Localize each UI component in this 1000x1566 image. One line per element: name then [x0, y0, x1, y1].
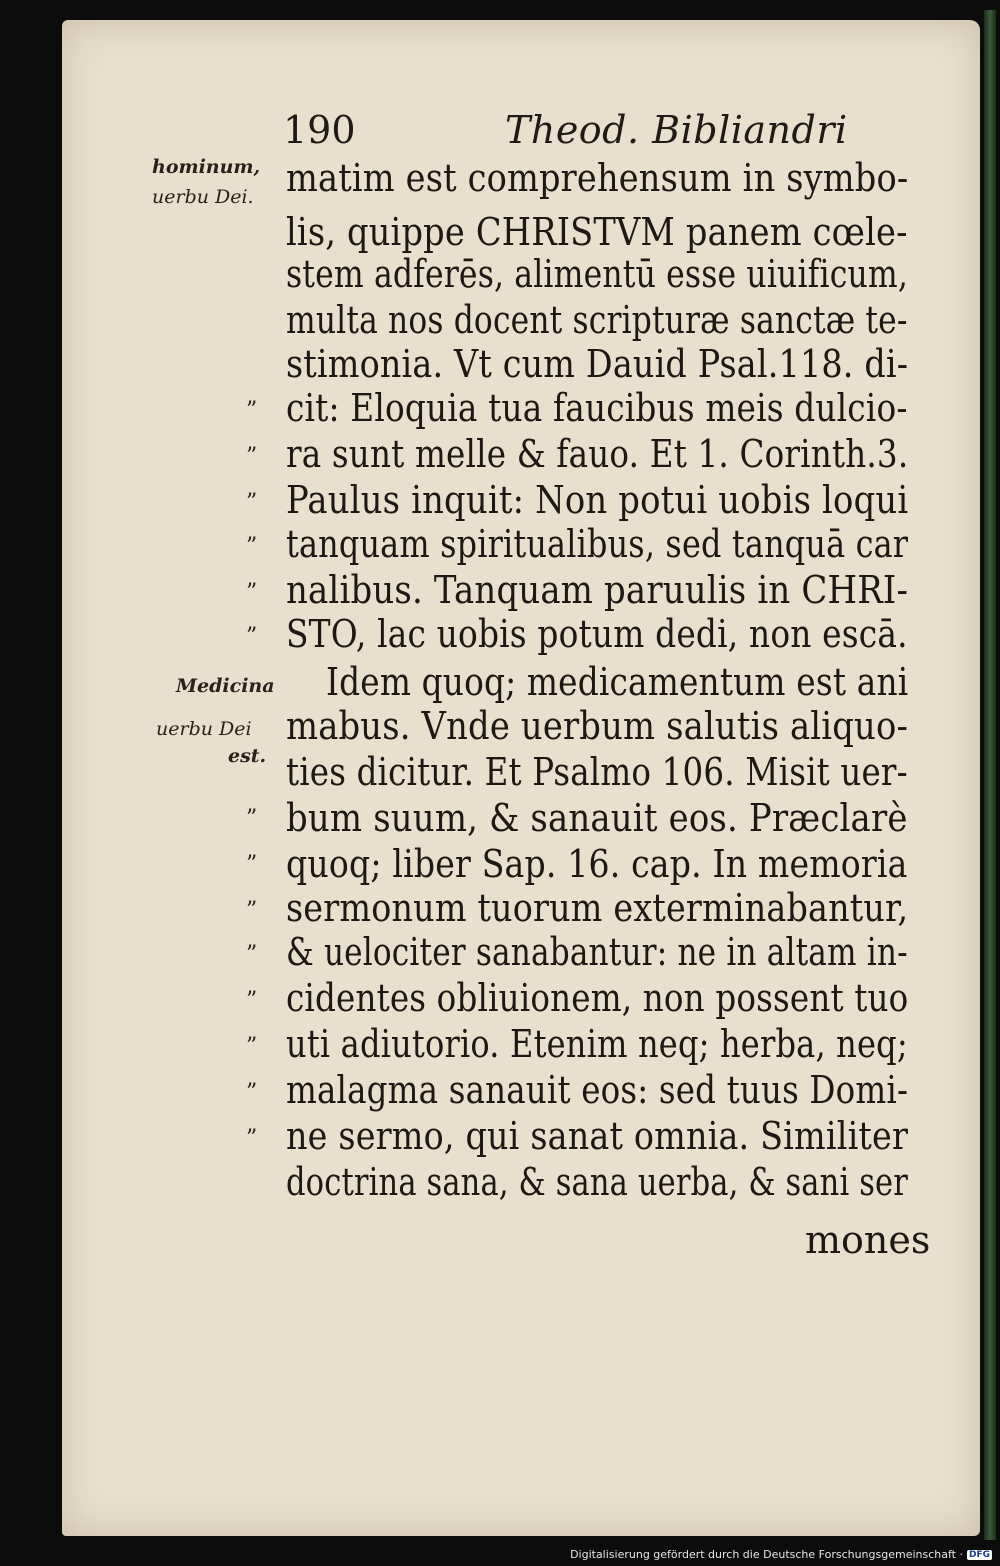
margin-note-line: uerbu Dei.: [152, 186, 254, 208]
text-line: sermonum tuorum exterminabantur,: [286, 886, 909, 930]
text-line: stem adferēs, alimentū esse uiuificum,: [286, 252, 908, 296]
margin-note-line: uerbu Dei: [156, 718, 252, 740]
quote-mark: ”: [246, 1034, 257, 1059]
text-line: cit: Eloquia tua faucibus meis dulcio-: [286, 386, 908, 430]
quote-mark: ”: [246, 1080, 257, 1105]
catchword: mones: [805, 1218, 931, 1262]
quote-mark: ”: [246, 580, 257, 605]
text-line: doctrina sana, & sana uerba, & sani ser: [286, 1160, 908, 1204]
text-line: multa nos docent scripturæ sanctæ te-: [286, 298, 908, 342]
dfg-logo-icon: DFG: [968, 1549, 990, 1560]
quote-mark: ”: [246, 806, 257, 831]
margin-note-line: hominum,: [152, 156, 261, 178]
quote-mark: ”: [246, 988, 257, 1013]
text-line: mabus. Vnde uerbum salutis aliquo-: [286, 704, 909, 748]
page-number: 190: [283, 108, 356, 152]
text-line: cidentes obliuionem, non possent tuo: [286, 976, 909, 1020]
text-line: bum suum, & sanauit eos. Præclarè: [286, 796, 908, 840]
text-line: ties dicitur. Et Psalmo 106. Misit uer-: [286, 750, 908, 794]
text-line: malagma sanauit eos: sed tuus Domi-: [286, 1068, 909, 1112]
quote-mark: ”: [246, 624, 257, 649]
digitization-footer: [570, 1548, 992, 1561]
text-line: & uelociter sanabantur: ne in altam in-: [286, 930, 908, 974]
quote-mark: ”: [246, 490, 257, 515]
quote-mark: ”: [246, 534, 257, 559]
quote-mark: ”: [246, 898, 257, 923]
margin-note-line: est.: [228, 745, 267, 767]
quote-mark: ”: [246, 444, 257, 469]
text-line: ra sunt melle & fauo. Et 1. Corinth.3.: [286, 432, 909, 476]
text-line: Paulus inquit: Non potui uobis loqui: [286, 478, 909, 522]
text-line: STO, lac uobis potum dedi, non escā.: [286, 612, 908, 656]
text-line: Idem quoq; medicamentum est ani: [326, 660, 909, 704]
margin-note-line: Medicina: [176, 675, 275, 697]
footer-text: Digitalisierung gefördert durch die Deutsche Forschungsgemeinschaft ·: [570, 1548, 963, 1561]
text-line: tanquam spiritualibus, sed tanquā car: [286, 522, 909, 566]
text-line: lis, quippe CHRISTVM panem cœle-: [286, 210, 908, 254]
quote-mark: ”: [246, 1126, 257, 1151]
quote-mark: ”: [246, 398, 257, 423]
running-title: Theod. Bibliandri: [505, 108, 848, 152]
text-line: stimonia. Vt cum Dauid Psal.118. di-: [286, 342, 909, 386]
text-line: matim est comprehensum in symbo-: [286, 156, 909, 200]
quote-mark: ”: [246, 852, 257, 877]
text-line: nalibus. Tanquam paruulis in CHRI-: [286, 568, 909, 612]
book-spine-edge: [984, 10, 996, 1540]
quote-mark: ”: [246, 942, 257, 967]
text-line: uti adiutorio. Etenim neq; herba, neq;: [286, 1022, 908, 1066]
text-line: ne sermo, qui sanat omnia. Similiter: [286, 1114, 909, 1158]
text-line: quoq; liber Sap. 16. cap. In memoria: [286, 842, 908, 886]
